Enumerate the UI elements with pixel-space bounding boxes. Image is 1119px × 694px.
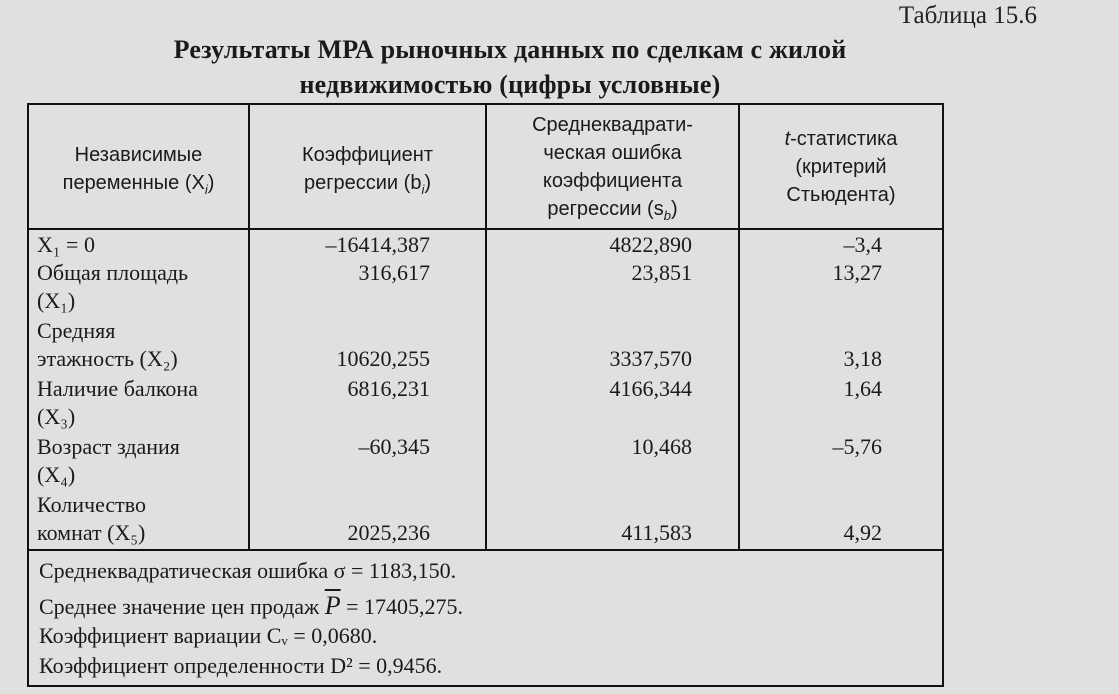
- row-var-intercept: X₁ = 0: [37, 232, 95, 257]
- row-std-error: 10,468: [631, 434, 692, 459]
- row-coef: 2025,236: [347, 520, 430, 545]
- results-table: [27, 103, 944, 687]
- row-var-age: Возраст здания (X₄): [37, 434, 180, 487]
- row-coef: 10620,255: [336, 346, 430, 371]
- row-coef: 316,617: [358, 260, 430, 285]
- row-coef: –60,345: [358, 434, 430, 459]
- row-t-stat: –5,76: [832, 434, 882, 459]
- footer-determination: Коэффициент определенности D² = 0,9456.: [39, 653, 443, 678]
- row-std-error: 23,851: [631, 260, 692, 285]
- header-rule: [29, 228, 942, 230]
- row-t-stat: –3,4: [843, 232, 882, 257]
- table-number: Таблица 15.6: [898, 2, 1037, 29]
- row-t-stat: 13,27: [832, 260, 882, 285]
- row-var-floors: Средняя этажность (X₂): [37, 318, 178, 371]
- row-coef: –16414,387: [325, 232, 430, 257]
- row-coef: 6816,231: [347, 376, 430, 401]
- row-std-error: 4166,344: [609, 376, 692, 401]
- table-title: [60, 32, 960, 102]
- row-t-stat: 3,18: [843, 346, 882, 371]
- header-t-statistic: t-статистика (критерий Стьюдента): [784, 128, 898, 206]
- title-line-1: Результаты МРА рыночных данных по сделкам с жилой: [173, 35, 847, 64]
- row-std-error: 411,583: [621, 520, 692, 545]
- row-std-error: 3337,570: [609, 346, 692, 371]
- footer-mean-price: Среднее значение цен продаж $\overline{P} = 17405,275$.: [39, 591, 464, 620]
- header-independent-vars: Независимые переменные $(X_i)$: [62, 144, 215, 197]
- header-regression-coef: Коэффициент регрессии $(b_i)$: [301, 144, 433, 197]
- header-std-error: Среднеквадрати- ческая ошибка коэффициента регрессии $(s_b)$: [532, 114, 693, 223]
- row-var-balcony: Наличие балкона (X₃): [37, 376, 198, 429]
- footer-variation: Коэффициент вариации Cᵥ = 0,0680.: [39, 623, 378, 648]
- row-var-rooms: Количество комнат (X₅): [37, 492, 147, 545]
- row-std-error: 4822,890: [609, 232, 692, 257]
- title-line-2: недвижимостью (цифры условные): [299, 70, 721, 99]
- footer-rule: [29, 549, 942, 551]
- row-var-area: Общая площадь (X₁): [37, 260, 189, 313]
- footer-std-error: Среднеквадратическая ошибка σ = 1183,150.: [39, 558, 457, 583]
- row-t-stat: 1,64: [843, 376, 882, 401]
- row-t-stat: 4,92: [843, 520, 882, 545]
